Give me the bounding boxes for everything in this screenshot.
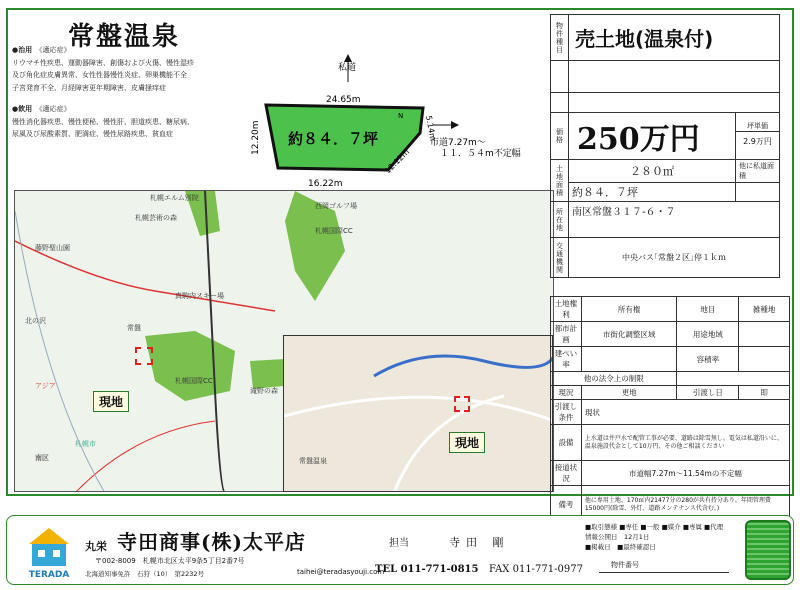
road-arrow-head: [344, 54, 352, 62]
map-label: 札幌市: [75, 440, 96, 448]
area-tsubo: 約８４．７坪: [569, 183, 736, 202]
inset-label: 常盤温泉: [299, 457, 327, 465]
property-table: [550, 14, 780, 278]
zone: [739, 322, 790, 347]
chimoku-label: 地目: [677, 297, 739, 322]
map-label: 札幌芸術の森: [135, 214, 177, 222]
zip: 〒002-8009: [95, 557, 136, 565]
dim-top: 24.65m: [326, 95, 361, 105]
detail-table: [550, 296, 790, 549]
treatment-line: 子宮発育不全、月経障害更年期障害、皮膚掻痒症: [12, 83, 166, 92]
lot-area: 約８４．７坪: [288, 130, 379, 148]
logo-text: TERADA: [28, 570, 70, 580]
city-road: 市道7.27m～: [430, 138, 486, 148]
license: 北海道知事免許 石狩（10） 第2232号: [85, 570, 205, 578]
drinking-line: 慢性消化器疾患、慢性便秘、慢性肝、胆道疾患、糖尿病、: [12, 117, 194, 126]
treatment-name: 《適応症》: [39, 46, 71, 54]
lot-diagram: [248, 50, 538, 200]
remarks-label: 備考: [551, 486, 582, 524]
price-header: 価格: [551, 113, 569, 160]
map-label: 西岡ゴルフ場: [315, 202, 357, 210]
road-status: 市道幅7.27m～11.54mの不定幅: [581, 461, 789, 486]
location-header: 所在地: [551, 202, 569, 238]
map-road: [75, 421, 215, 492]
dim-right-bottom: 12.12m: [383, 147, 412, 176]
north-mark: N: [398, 112, 404, 120]
treatment-label: ●治用: [12, 46, 33, 54]
conditions-label: 引渡し条件: [551, 400, 582, 425]
map-label: 北の沢: [25, 317, 46, 325]
access-header: 交通機関: [551, 238, 569, 278]
treatment-line: リウマチ性疾患、運動器障害、創傷および火傷、慢性湿疹: [12, 58, 194, 67]
email[interactable]: taihei@teradasyouji.com: [297, 568, 385, 576]
zone-label: 用途地域: [677, 322, 739, 347]
footer-bukken-no: 物件番号: [611, 561, 639, 569]
facility-label: 設備: [551, 425, 582, 461]
drinking-name: 《適応症》: [39, 105, 71, 113]
road-label: 私道: [338, 63, 357, 73]
drinking-label: ●飲用: [12, 105, 33, 113]
map-river: [15, 211, 105, 492]
page-title: 常盤温泉: [68, 22, 181, 52]
area-header: 土地面積: [551, 160, 569, 202]
inset-road: [284, 397, 553, 421]
footer-bukken-line: [599, 572, 729, 573]
terada-logo: [19, 522, 79, 580]
bukken-header: 物件種目: [551, 15, 569, 61]
transaction-line: ■掲載日 ■最終確認日: [585, 543, 656, 551]
address: [95, 556, 245, 566]
treatment-line: 及び角化症皮膚異常、女性性器慢性炎症、卵巣機能不全: [12, 71, 187, 79]
inset-site-marker: [454, 396, 470, 412]
decorative-badge: [745, 520, 791, 580]
bukken-type: 売土地(温泉付): [569, 15, 780, 61]
map-label: 常盤: [127, 324, 141, 332]
street-address: 札幌市北区太平9条5丁目2番7号: [142, 557, 245, 565]
other-limit-label: 他の法令上の制限: [551, 372, 677, 386]
dim-right-top: 5.14m: [424, 114, 438, 142]
company-name: 寺田商事(株)太平店: [117, 530, 306, 554]
transaction-info: [585, 522, 723, 552]
rights: 所有権: [581, 297, 677, 322]
site-marker: [135, 347, 153, 365]
logo-roof: [29, 528, 69, 544]
company-footer: [6, 515, 794, 585]
inset-map: [283, 335, 553, 492]
map-label: 札幌国際CC: [315, 227, 353, 235]
handover: 即: [739, 386, 790, 400]
tanto-name: 寺田 剛: [449, 536, 510, 549]
price: 250万円: [569, 113, 736, 160]
treatment-efficacy: [12, 44, 242, 94]
inset-graphic: [284, 336, 553, 492]
area-m2: ２８０㎡: [569, 160, 736, 183]
dim-bottom: 16.22m: [308, 179, 343, 189]
kenpei-label: 建ぺい率: [551, 347, 582, 372]
map-label: アジア: [35, 382, 56, 390]
dim-left: 12.20m: [251, 120, 261, 155]
drinking-efficacy: [12, 103, 242, 141]
plan: 市街化調整区域: [581, 322, 677, 347]
map-label: 札幌エルム別院: [150, 194, 199, 202]
city-road-2: １１．５４m不定幅: [440, 149, 521, 159]
inset-site-label: 現地: [449, 432, 485, 453]
facility: 上水道は井戸水で配管工事が必要、道路は除雪無し。電気は私道沿いに、温泉施設代金として10万円、その他ご相談ください: [581, 425, 789, 461]
company-prefix: 丸栄: [85, 540, 107, 553]
inset-river: [374, 356, 553, 376]
map-golf: [145, 331, 235, 401]
tanto-label: 担当: [389, 538, 409, 549]
status-label: 現況: [551, 386, 582, 400]
site-label: 現地: [93, 391, 129, 412]
map-label: 藤野聖山園: [35, 244, 70, 252]
map-label: 南区: [35, 454, 49, 462]
map-label: 滝野の森: [250, 387, 278, 395]
plan-label: 都市計画: [551, 322, 582, 347]
handover-label: 引渡し日: [677, 386, 739, 400]
conditions: 現状: [581, 400, 789, 425]
drinking-line: 尿風及び尿酸素質、肥満症、慢性尿路疾患、貧血症: [12, 130, 173, 138]
map-label: 真駒内スキー場: [175, 292, 224, 300]
tsubo-header: 坪単価: [736, 121, 779, 132]
remarks: 他に専用土地、170㎡内21477分の280が共有持分あり。年間管理費15000円(除雪、外灯、道路メンテナンス代含む。): [581, 486, 789, 524]
map-park: [250, 359, 285, 389]
tsubo-price: 2.9万円: [743, 137, 772, 146]
fax: FAX 011-771-0977: [489, 564, 583, 575]
youseki-label: 容積率: [677, 347, 739, 372]
road-area-note: 他に私道面積: [736, 160, 780, 183]
transaction-line: 情報公開日 12月1日: [585, 533, 650, 541]
transaction-line: ■取引態様 ■専任 ■一般 ■媒介 ■専属 ■代理: [585, 523, 724, 531]
chimoku: 雑種地: [739, 297, 790, 322]
city-road-arrow-head: [451, 121, 459, 129]
location: 南区常盤３１７-６・７: [569, 202, 780, 238]
map-label: 札幌国際CC: [175, 377, 213, 385]
rights-label: 土地権利: [551, 297, 582, 322]
logo-body: [32, 544, 66, 566]
tel: TEL 011-771-0815: [375, 564, 479, 575]
access: 中央バス｢常盤２区｣停１ｋｍ: [569, 238, 780, 278]
road-status-label: 接道状況: [551, 461, 582, 486]
status: 更地: [581, 386, 677, 400]
